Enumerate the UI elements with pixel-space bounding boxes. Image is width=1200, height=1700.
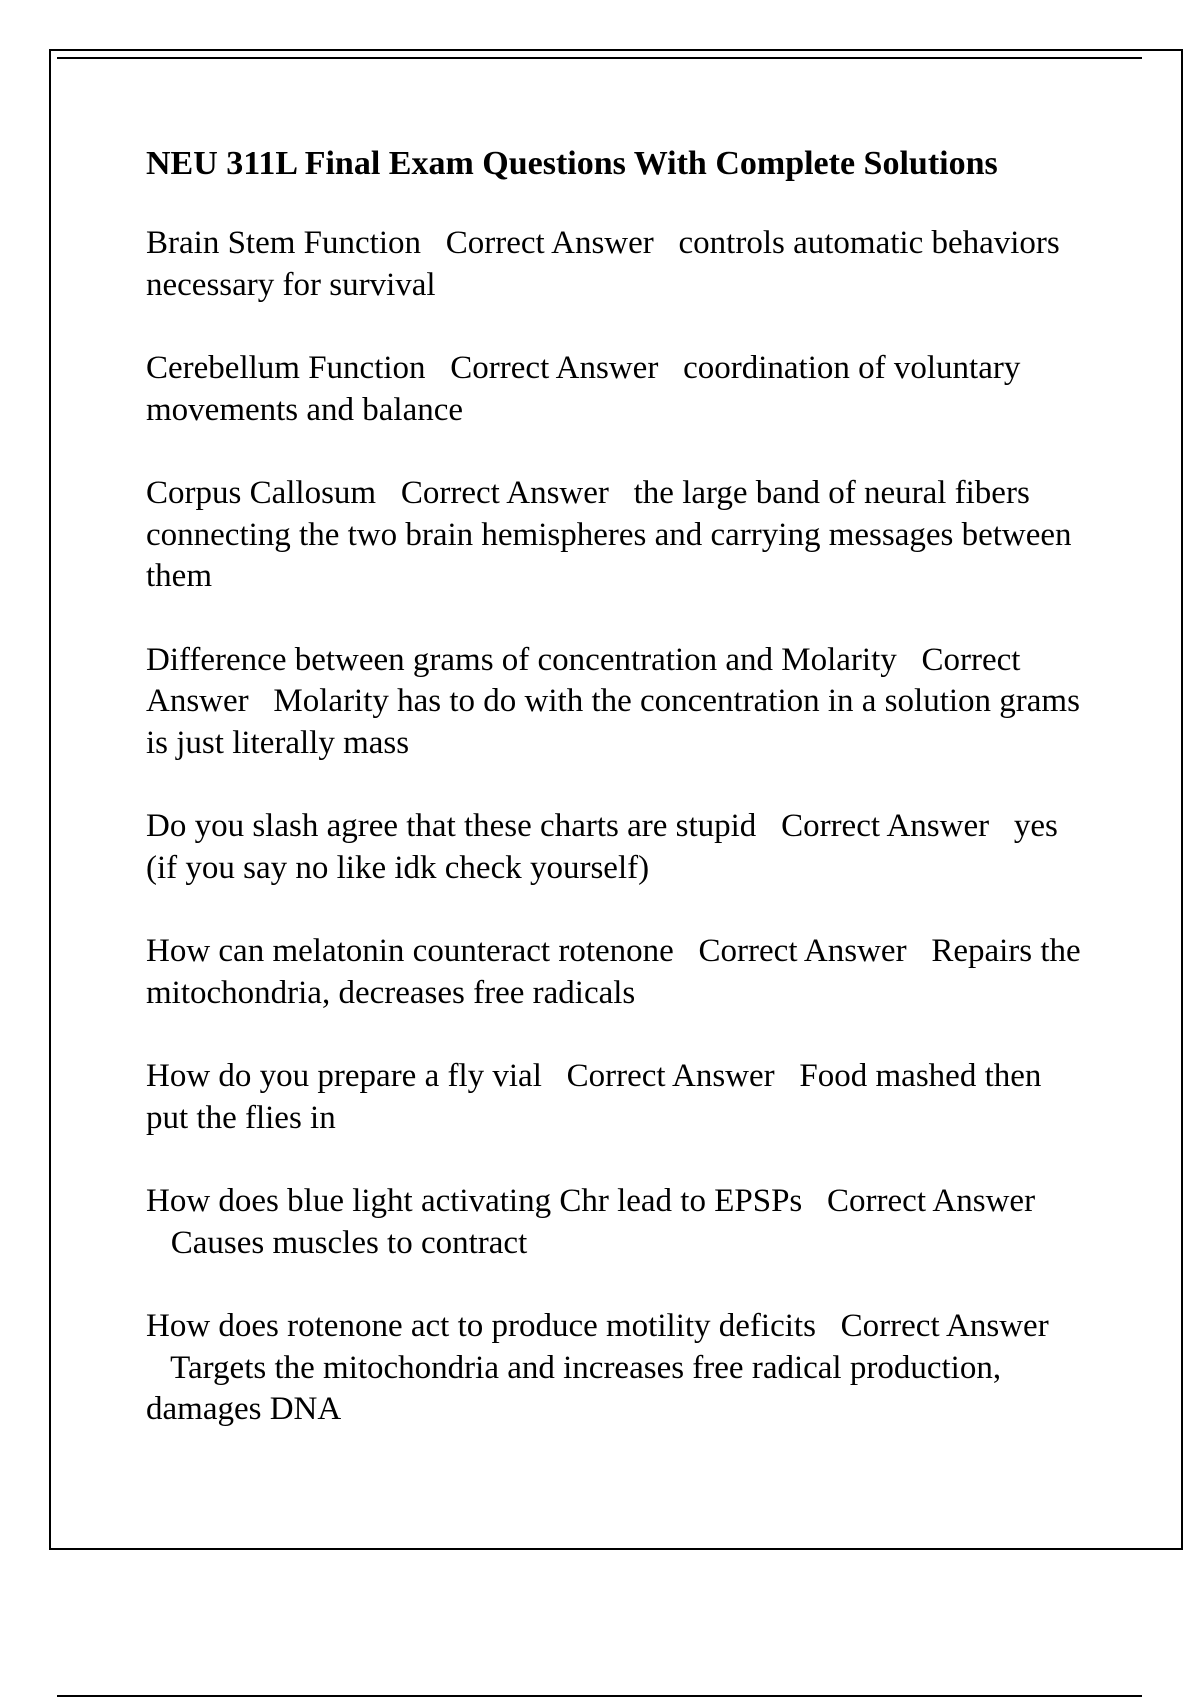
qa-separator: Correct Answer — [781, 808, 990, 844]
qa-item — [146, 640, 1086, 765]
qa-question: Difference between grams of concentration and Molarity — [146, 641, 897, 678]
qa-question: Do you slash agree that these charts are stupid — [146, 808, 757, 844]
qa-question: How does blue light activating Chr lead to EPSPs — [146, 1183, 803, 1219]
qa-separator: Correct Answer — [698, 933, 907, 969]
qa-answer: coordination of voluntary movements and balance — [146, 350, 1021, 428]
qa-item — [146, 1306, 1086, 1431]
top-rule — [57, 57, 1142, 59]
qa-item — [146, 1056, 1086, 1139]
qa-answer: yes (if you say no like idk check yourself) — [146, 808, 1058, 886]
qa-item — [146, 806, 1086, 889]
qa-item — [146, 223, 1086, 306]
qa-separator: Correct Answer — [827, 1183, 1036, 1219]
qa-separator: Correct Answer — [146, 641, 1021, 719]
qa-answer: Molarity has to do with the concentration in a solution grams is just literally mass — [146, 683, 1080, 761]
qa-question: How do you prepare a fly vial — [146, 1058, 542, 1094]
qa-answer: Targets the mitochondria and increases free radical production, damages DNA — [146, 1349, 1002, 1427]
qa-item — [146, 348, 1086, 431]
qa-item — [146, 931, 1086, 1014]
qa-item — [146, 473, 1086, 598]
qa-item — [146, 1181, 1086, 1264]
qa-separator: Correct Answer — [840, 1308, 1049, 1344]
qa-question: Cerebellum Function — [146, 350, 426, 386]
qa-question: How can melatonin counteract rotenone — [146, 933, 674, 969]
qa-answer: controls automatic behaviors necessary for survival — [146, 225, 1060, 303]
qa-question: Corpus Callosum — [146, 475, 377, 511]
qa-separator: Correct Answer — [450, 350, 659, 386]
qa-question: Brain Stem Function — [146, 225, 421, 261]
qa-question: How does rotenone act to produce motility deficits — [146, 1308, 816, 1344]
qa-answer: the large band of neural fibers connecting the two brain hemispheres and carrying messages between them — [146, 475, 1072, 594]
qa-separator: Correct Answer — [400, 475, 609, 511]
qa-answer: Repairs the mitochondria, decreases free radicals — [146, 933, 1081, 1011]
qa-answer: Food mashed then put the flies in — [146, 1058, 1042, 1136]
bottom-rule — [57, 1695, 1142, 1697]
qa-separator: Correct Answer — [566, 1058, 775, 1094]
qa-separator: Correct Answer — [445, 225, 654, 261]
qa-answer: Causes muscles to contract — [170, 1224, 528, 1261]
document-title: NEU 311L Final Exam Questions With Complete Solutions — [146, 145, 998, 182]
document-body — [146, 143, 1086, 1473]
